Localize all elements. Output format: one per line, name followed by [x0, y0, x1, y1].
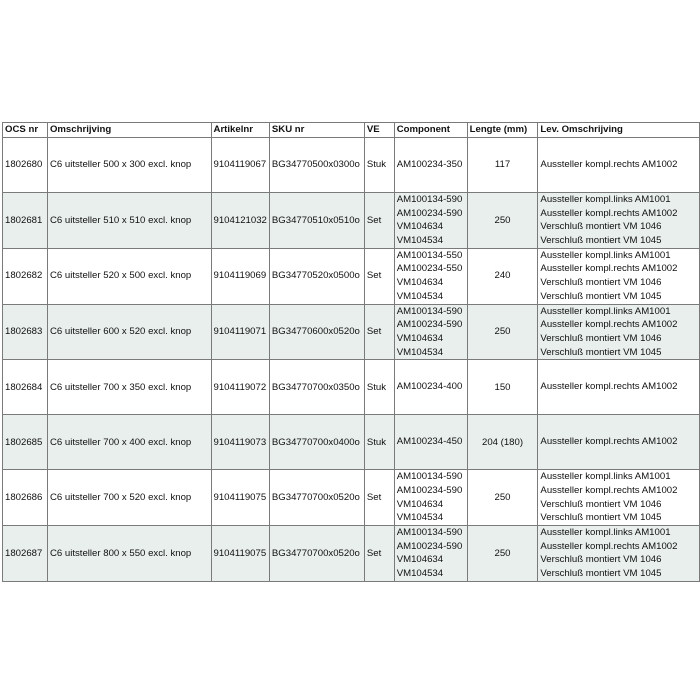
ve-cell: Set: [364, 193, 394, 249]
lev-omschrijving-line: Aussteller kompl.rechts AM1002: [540, 319, 678, 331]
table-row: [3, 526, 700, 582]
component-line: VM104534: [396, 568, 444, 580]
lev-omschrijving-line: Verschluß montiert VM 1045: [540, 346, 662, 358]
lev-omschrijving-line: Verschluß montiert VM 1046: [540, 332, 662, 344]
lev-omschrijving-line: Aussteller kompl.rechts AM1002: [540, 207, 678, 219]
lev-omschrijving-line: Aussteller kompl.links AM1001: [540, 305, 671, 317]
component-line: AM100234-450: [396, 436, 463, 448]
lev-omschrijving-line: Aussteller kompl.links AM1001: [540, 194, 671, 205]
ocs-nr-cell: 1802684: [3, 360, 48, 415]
table-row: [3, 415, 700, 470]
lengte-cell: 150: [467, 360, 538, 415]
component-line: AM100134-590: [396, 527, 463, 538]
sku-nr-cell: BG34770600x0520o: [269, 304, 364, 360]
sku-nr-cell: BG34770520x0500o: [269, 248, 364, 304]
lev-omschrijving-cell: [538, 415, 700, 470]
header-sku-nr: SKU nr: [269, 123, 364, 138]
table-row: [3, 360, 700, 415]
component-line: VM104534: [396, 235, 444, 247]
artikelnr-cell: 9104121032: [211, 193, 269, 249]
omschrijving-cell: C6 uitsteller 500 x 300 excl. knop: [47, 138, 211, 193]
lev-omschrijving-cell: [538, 470, 700, 526]
component-cell: [394, 193, 467, 249]
artikelnr-cell: 9104119072: [211, 360, 269, 415]
sku-nr-cell: BG34770500x0300o: [269, 138, 364, 193]
component-cell: [394, 138, 467, 193]
lengte-cell: 250: [467, 526, 538, 582]
ocs-nr-cell: 1802683: [3, 304, 48, 360]
lev-omschrijving-line: Verschluß montiert VM 1046: [540, 221, 662, 233]
sku-nr-cell: BG34770510x0510o: [269, 193, 364, 249]
table-row: [3, 248, 700, 304]
component-line: VM104634: [396, 498, 444, 510]
lev-omschrijving-cell: [538, 360, 700, 415]
artikelnr-cell: 9104119071: [211, 304, 269, 360]
ocs-nr-cell: 1802687: [3, 526, 48, 582]
lev-omschrijving-line: Aussteller kompl.rechts AM1002: [540, 381, 678, 393]
lengte-cell: 250: [467, 470, 538, 526]
header-lengte: Lengte (mm): [467, 123, 538, 138]
sku-nr-cell: BG34770700x0350o: [269, 360, 364, 415]
lev-omschrijving-line: Aussteller kompl.links AM1001: [540, 471, 671, 483]
lev-omschrijving-line: Verschluß montiert VM 1045: [540, 290, 662, 302]
lev-omschrijving-line: Aussteller kompl.rechts AM1002: [540, 436, 678, 448]
component-line: AM100134-590: [396, 305, 463, 317]
ve-cell: Stuk: [364, 360, 394, 415]
product-table: [2, 122, 700, 582]
component-line: VM104534: [396, 290, 444, 302]
ve-cell: Stuk: [364, 138, 394, 193]
artikelnr-cell: 9104119075: [211, 470, 269, 526]
lev-omschrijving-cell: [538, 193, 700, 249]
component-line: VM104534: [396, 512, 444, 524]
component-line: VM104534: [396, 346, 444, 358]
omschrijving-cell: C6 uitsteller 510 x 510 excl. knop: [47, 193, 211, 249]
table-row: [3, 193, 700, 249]
header-omschrijving: Omschrijving: [47, 123, 211, 138]
ve-cell: Set: [364, 470, 394, 526]
lev-omschrijving-line: Aussteller kompl.rechts AM1002: [540, 263, 678, 275]
ve-cell: Stuk: [364, 415, 394, 470]
artikelnr-cell: 9104119067: [211, 138, 269, 193]
header-ocs-nr: OCS nr: [3, 123, 48, 138]
sku-nr-cell: BG34770700x0520o: [269, 470, 364, 526]
lev-omschrijving-line: Verschluß montiert VM 1046: [540, 554, 662, 566]
component-line: VM104634: [396, 554, 444, 566]
component-cell: [394, 248, 467, 304]
header-artikelnr: Artikelnr: [211, 123, 269, 138]
table-row: [3, 138, 700, 193]
lev-omschrijving-line: Verschluß montiert VM 1046: [540, 277, 662, 289]
component-line: VM104634: [396, 332, 444, 344]
lev-omschrijving-line: Aussteller kompl.links AM1001: [540, 527, 671, 538]
lengte-cell: 250: [467, 193, 538, 249]
omschrijving-cell: C6 uitsteller 700 x 350 excl. knop: [47, 360, 211, 415]
omschrijving-cell: C6 uitsteller 700 x 400 excl. knop: [47, 415, 211, 470]
component-line: VM104634: [396, 277, 444, 289]
header-component: Component: [394, 123, 467, 138]
component-line: VM104634: [396, 221, 444, 233]
ocs-nr-cell: 1802680: [3, 138, 48, 193]
component-line: AM100234-590: [396, 540, 463, 552]
omschrijving-cell: C6 uitsteller 700 x 520 excl. knop: [47, 470, 211, 526]
component-line: AM100234-550: [396, 263, 463, 275]
ocs-nr-cell: 1802685: [3, 415, 48, 470]
lev-omschrijving-line: Verschluß montiert VM 1045: [540, 235, 662, 247]
header-row: [3, 123, 700, 138]
component-line: AM100134-590: [396, 471, 463, 483]
lev-omschrijving-line: Verschluß montiert VM 1045: [540, 568, 662, 580]
component-cell: [394, 360, 467, 415]
ve-cell: Set: [364, 526, 394, 582]
ve-cell: Set: [364, 304, 394, 360]
component-line: AM100234-350: [396, 159, 463, 171]
lev-omschrijving-line: Verschluß montiert VM 1045: [540, 512, 662, 524]
component-cell: [394, 415, 467, 470]
component-line: AM100234-590: [396, 484, 463, 496]
lev-omschrijving-line: Verschluß montiert VM 1046: [540, 498, 662, 510]
header-ve: VE: [364, 123, 394, 138]
lengte-cell: 250: [467, 304, 538, 360]
artikelnr-cell: 9104119075: [211, 526, 269, 582]
lengte-cell: 117: [467, 138, 538, 193]
ve-cell: Set: [364, 248, 394, 304]
lengte-cell: 240: [467, 248, 538, 304]
component-line: AM100234-590: [396, 207, 463, 219]
component-cell: [394, 526, 467, 582]
ocs-nr-cell: 1802682: [3, 248, 48, 304]
lev-omschrijving-cell: [538, 248, 700, 304]
ocs-nr-cell: 1802681: [3, 193, 48, 249]
table-row: [3, 470, 700, 526]
table-row: [3, 304, 700, 360]
component-line: AM100234-400: [396, 381, 463, 393]
artikelnr-cell: 9104119073: [211, 415, 269, 470]
component-line: AM100234-590: [396, 319, 463, 331]
lev-omschrijving-line: Aussteller kompl.rechts AM1002: [540, 484, 678, 496]
header-lev-omschrijving: Lev. Omschrijving: [538, 123, 700, 138]
component-cell: [394, 470, 467, 526]
ocs-nr-cell: 1802686: [3, 470, 48, 526]
lev-omschrijving-cell: [538, 526, 700, 582]
lev-omschrijving-line: Aussteller kompl.rechts AM1002: [540, 540, 678, 552]
component-line: AM100134-590: [396, 194, 463, 205]
component-cell: [394, 304, 467, 360]
component-line: AM100134-550: [396, 249, 463, 261]
lev-omschrijving-cell: [538, 304, 700, 360]
lev-omschrijving-line: Aussteller kompl.rechts AM1002: [540, 159, 678, 171]
artikelnr-cell: 9104119069: [211, 248, 269, 304]
omschrijving-cell: C6 uitsteller 800 x 550 excl. knop: [47, 526, 211, 582]
sku-nr-cell: BG34770700x0400o: [269, 415, 364, 470]
omschrijving-cell: C6 uitsteller 600 x 520 excl. knop: [47, 304, 211, 360]
sku-nr-cell: BG34770700x0520o: [269, 526, 364, 582]
omschrijving-cell: C6 uitsteller 520 x 500 excl. knop: [47, 248, 211, 304]
lev-omschrijving-line: Aussteller kompl.links AM1001: [540, 249, 671, 261]
lengte-cell: 204 (180): [467, 415, 538, 470]
lev-omschrijving-cell: [538, 138, 700, 193]
